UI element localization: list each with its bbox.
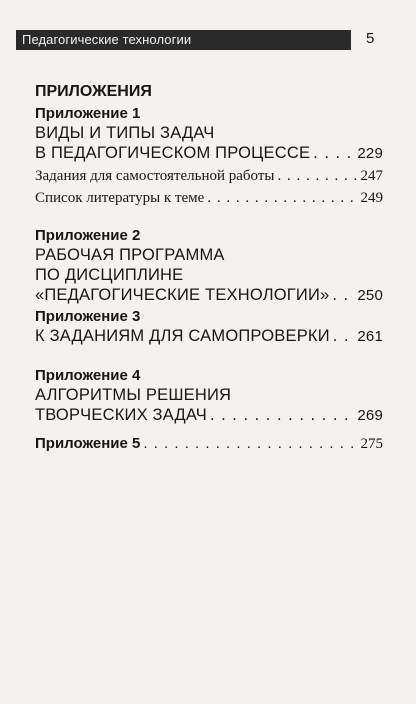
page-number: 5 [366, 30, 375, 47]
leader-dots [278, 166, 358, 186]
appendix-title-line: В ПЕДАГОГИЧЕСКОМ ПРОЦЕССЕ [35, 144, 311, 162]
leader-dots [207, 188, 357, 208]
appendix-label: Приложение 4 [35, 367, 141, 384]
toc-entry-appendix-5[interactable] [35, 434, 383, 454]
page-ref: 249 [360, 190, 383, 206]
appendix-title-row [35, 434, 383, 454]
appendix-label: Приложение 5 [35, 435, 141, 452]
appendix-title-row [35, 405, 383, 426]
appendix-title-line: К ЗАДАНИЯМ ДЛЯ САМОПРОВЕРКИ [35, 327, 330, 345]
toc-subitem[interactable] [35, 188, 383, 208]
appendix-title-line: ТВОРЧЕСКИХ ЗАДАЧ [35, 406, 207, 424]
appendix-title-line: «ПЕДАГОГИЧЕСКИЕ ТЕХНОЛОГИИ» [35, 286, 330, 304]
leader-dots [143, 434, 357, 453]
toc-entry-appendix-4[interactable] [35, 366, 383, 426]
appendix-label: Приложение 1 [35, 105, 141, 122]
leader-dots [333, 326, 355, 346]
running-header-bar [16, 30, 351, 50]
page-ref: 250 [357, 287, 383, 304]
toc-entry-appendix-3[interactable] [35, 307, 383, 347]
appendix-label: Приложение 3 [35, 308, 141, 325]
leader-dots [332, 285, 354, 305]
page-ref: 269 [357, 407, 383, 424]
leader-dots [210, 405, 354, 425]
appendix-title-line: АЛГОРИТМЫ РЕШЕНИЯ [35, 386, 232, 404]
appendix-title-row [35, 326, 383, 347]
page-ref: 229 [357, 145, 383, 162]
page-ref: 275 [360, 436, 383, 452]
leader-dots [313, 143, 354, 163]
appendix-title-line: ПО ДИСЦИПЛИНЕ [35, 266, 184, 284]
subitem-text: Список литературы к теме [35, 190, 205, 206]
toc-entry-appendix-2[interactable] [35, 226, 383, 306]
subitem-text: Задания для самостоятельной работы [35, 168, 275, 184]
toc-entry-appendix-1[interactable] [35, 104, 383, 208]
appendix-label: Приложение 2 [35, 227, 141, 244]
section-title: ПРИЛОЖЕНИЯ [35, 83, 152, 100]
page-ref: 247 [360, 168, 383, 184]
appendix-title-row [35, 143, 383, 164]
appendix-title-row [35, 285, 383, 306]
appendix-title-line: РАБОЧАЯ ПРОГРАММА [35, 246, 225, 264]
page-ref: 261 [357, 328, 383, 345]
toc-subitem[interactable] [35, 166, 383, 186]
running-title: Педагогические технологии [22, 32, 192, 47]
appendix-title-line: ВИДЫ И ТИПЫ ЗАДАЧ [35, 124, 215, 142]
